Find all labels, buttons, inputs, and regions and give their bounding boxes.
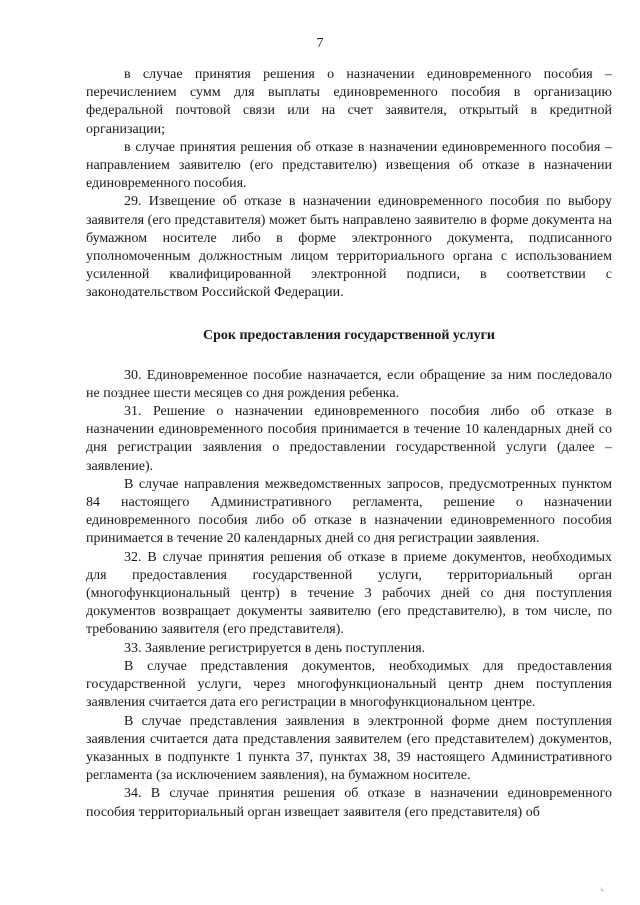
paragraph-31-interagency: В случае направления межведомственных запросов, предусмотренных пунктом 84 настоящего Административного регламента, решение о назначении единовременного пособия либо об отказе в назначении единовременного пособия принимается в течение 20 календарных дней со дня регистрации заявления. xyxy=(86,476,612,547)
paragraph-32: 32. В случае принятия решения об отказе в приеме документов, необходимых для предоставления государственной услуги, территориальный орган (многофункциональный центр) в течение 3 рабочих дней со дня поступления документов возвращает документы заявителю (его представителю), в том числе, по требованию заявителя (его представителя). xyxy=(86,549,612,638)
paragraph-34: 34. В случае принятия решения об отказе в назначении единовременного пособия территориальный орган извещает заявителя (его представителя) об xyxy=(86,786,612,820)
paragraph-30: 30. Единовременное пособие назначается, если обращение за ним последовало не позднее шести месяцев со дня рождения ребенка. xyxy=(86,367,612,401)
section-heading: Срок предоставления государственной услуги xyxy=(203,327,495,343)
page-number: 7 xyxy=(316,36,324,51)
paragraph-refusal-notice: в случае принятия решения об отказе в назначении единовременного пособия – направлением заявителю (его представителю) извещения об отказе в назначении единовременного пособия. xyxy=(86,139,612,192)
paragraph-33-electronic: В случае представления заявления в электронной форме днем поступления заявления считается дата представления заявителем (его представителем) документов, указанных в подпункте 1 пункта 37, пунктах 38, 39 настоящего Административного регламента (за исключением заявления), на бумажном носителе. xyxy=(86,713,612,784)
paragraph-29: 29. Извещение об отказе в назначении единовременного пособия по выбору заявителя (его представителя) может быть направлено заявителю в форме документа на бумажном носителе либо в форме электронного документа, подписанного уполномоченным должностным лицом территориального органа с использованием усиленной квалифицированной электронной подписи, в соответствии с законодательством Российской Федерации. xyxy=(86,194,612,301)
paragraph-31: 31. Решение о назначении единовременного пособия либо об отказе в назначении единовременного пособия принимается в течение 10 календарных дней со дня регистрации заявления о предоставлении государственной услуги (далее – заявление). xyxy=(86,404,612,474)
paragraph-33-mfc: В случае представления документов, необходимых для предоставления государственной услуги, через многофункциональный центр днем поступления заявления считается дата его регистрации в многофункциональном центре. xyxy=(86,658,612,711)
document-body xyxy=(86,66,612,822)
corner-mark-decoration: ⌞ xyxy=(600,882,605,893)
paragraph-payment-method: в случае принятия решения о назначении единовременного пособия – перечислением сумм для выплаты единовременного пособия в организацию федеральной почтовой связи или на счет заявителя, открытый в кредитной организации; xyxy=(86,67,612,137)
paragraph-33: 33. Заявление регистрируется в день поступления. xyxy=(124,640,426,656)
